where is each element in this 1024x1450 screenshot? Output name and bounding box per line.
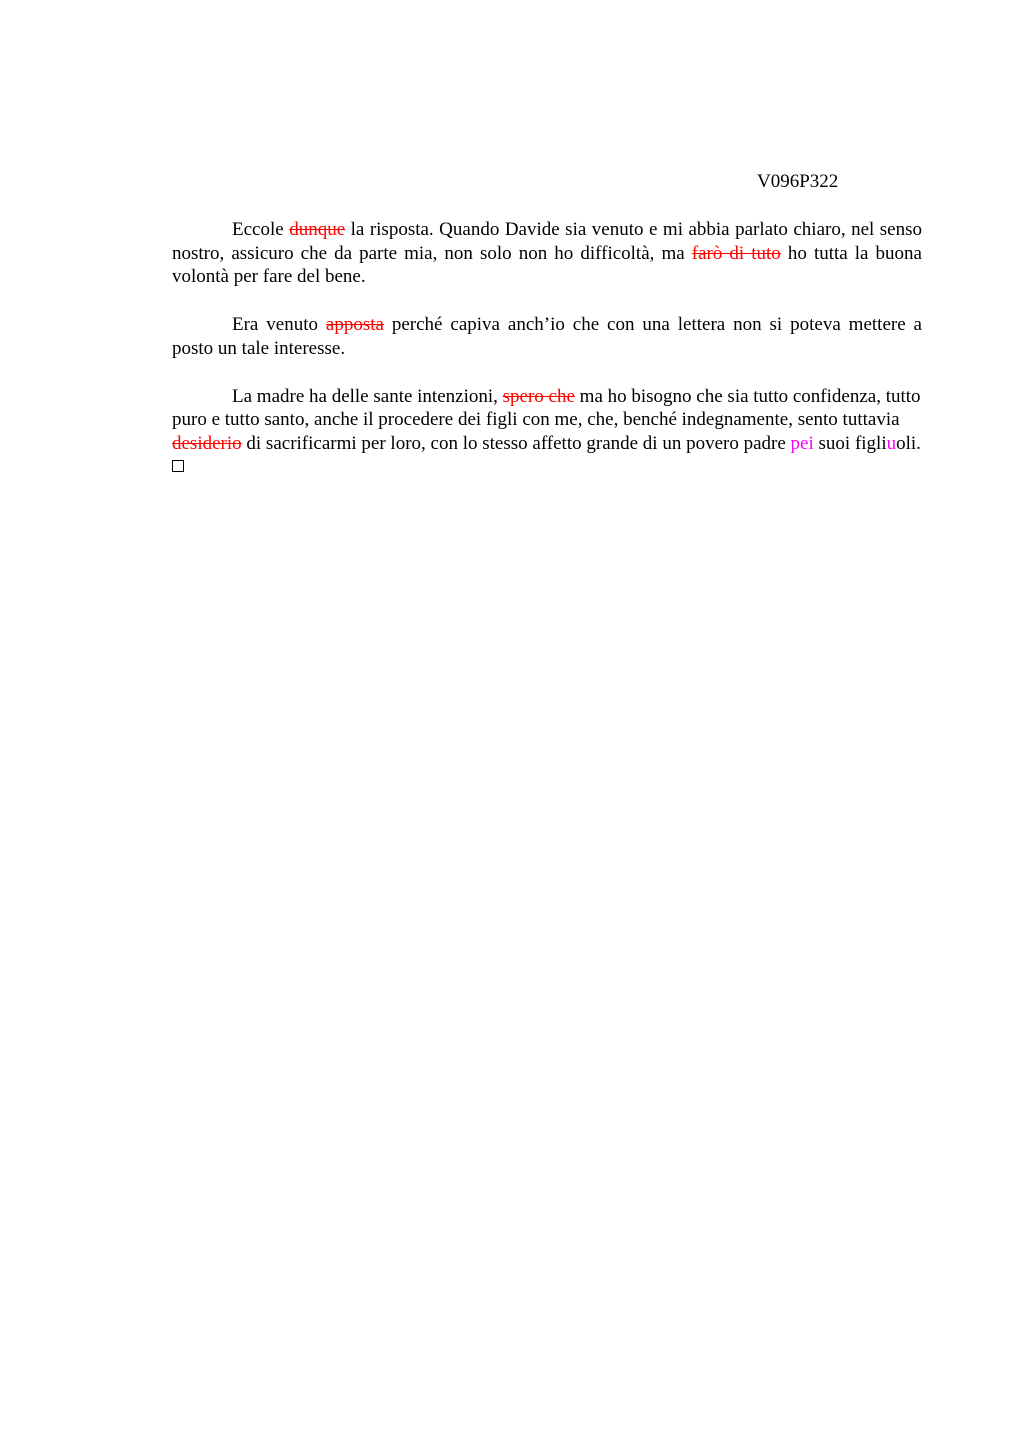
text-run: ho tutta la buona volontà per fare del bene.	[172, 242, 922, 288]
text-run: ma ho bisogno che sia tutto confidenza, tutto puro e tutto santo, anche il procedere dei figli con me, che, benché indegnamente, sento tuttavia	[172, 385, 921, 431]
inserted-text: u	[886, 432, 897, 454]
letter-body	[172, 218, 922, 472]
deleted-text: dunque	[289, 219, 346, 240]
text-run: la risposta. Quando Davide sia venuto e mi abbia parlato chiaro, nel senso nostro, assicuro che da parte mia, non solo non ho difficoltà, ma	[172, 219, 923, 264]
deleted-text: spero che	[502, 385, 575, 407]
paragraph-1	[172, 218, 922, 289]
inserted-text: pei	[790, 432, 814, 454]
deleted-text: apposta	[325, 314, 384, 336]
text-run: Era venuto	[232, 314, 326, 336]
deleted-text: desiderio	[172, 432, 242, 454]
text-run: perché capiva anch’io che con una lettera non si poteva mettere a posto un tale interesse.	[172, 314, 922, 359]
deleted-text: farò di tuto	[691, 242, 781, 264]
paragraph-2	[172, 313, 922, 360]
paragraph-3	[172, 385, 922, 456]
text-run: suoi figli	[813, 432, 887, 454]
end-marker-box-icon	[172, 460, 184, 472]
text-run: Eccole	[232, 219, 290, 240]
page-code: V096P322	[757, 171, 839, 192]
text-run: di sacrificarmi per loro, con lo stesso affetto grande di un povero padre	[241, 432, 791, 454]
text-run: oli.	[896, 432, 921, 454]
text-run: La madre ha delle sante intenzioni,	[232, 385, 503, 407]
